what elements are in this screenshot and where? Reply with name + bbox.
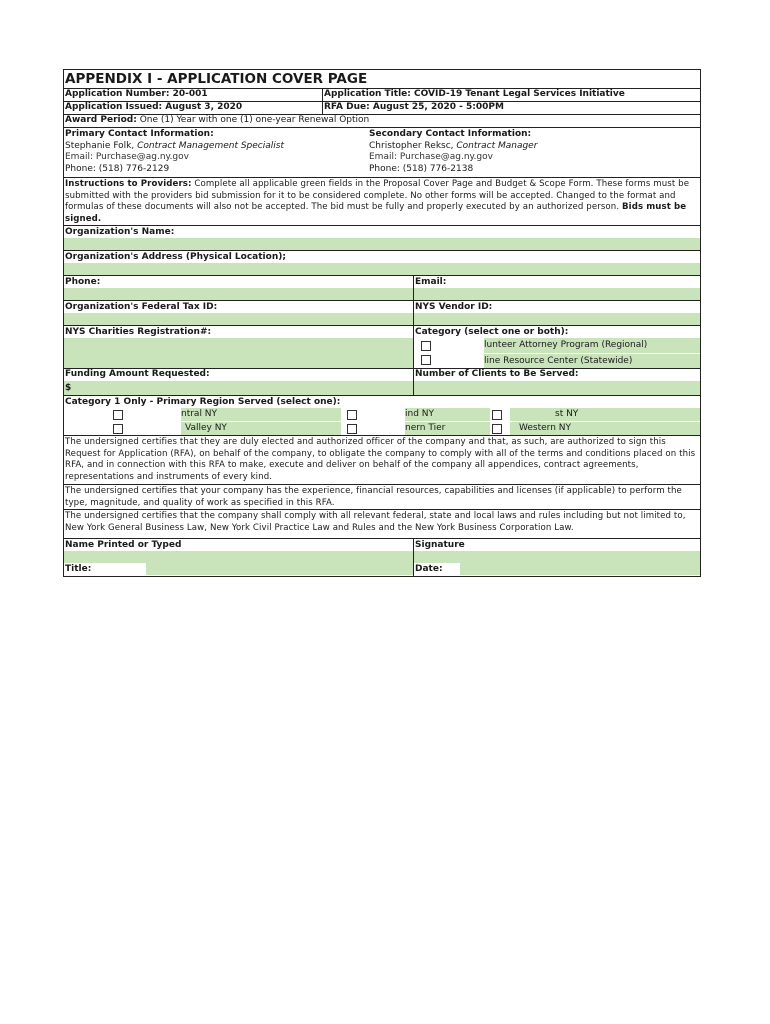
- vendor-id-input[interactable]: [414, 313, 700, 325]
- award-period: [64, 115, 700, 127]
- clients-label: Number of Clients to Be Served:: [415, 369, 579, 379]
- category-option-2-label: line Resource Center (Statewide): [484, 356, 633, 366]
- date-input[interactable]: [460, 563, 700, 575]
- rfa-due: RFA Due: August 25, 2020 - 5:00PM: [322, 102, 700, 114]
- certification-2: The undersigned certifies that your company has the experience, financial resources, capabilities and licenses (if applicable) to perform the type, magnitude, and quality of work as specified in this RFA.: [65, 486, 682, 508]
- org-name-input[interactable]: [64, 238, 700, 250]
- clients-input[interactable]: [414, 381, 700, 395]
- phone-label: Phone:: [65, 277, 101, 287]
- certification-2-row: [64, 485, 700, 510]
- secondary-contact-email[interactable]: Email: Purchase@ag.ny.gov: [369, 152, 493, 162]
- charities-input[interactable]: [64, 338, 413, 368]
- org-address-section: [64, 251, 700, 276]
- title-label: Title:: [65, 564, 92, 574]
- instructions-label: Instructions to Providers:: [65, 179, 192, 189]
- signature-label: Signature: [415, 540, 465, 550]
- award-period-label: Award Period:: [65, 115, 137, 125]
- phone-email-section: [64, 276, 700, 301]
- region-section: [64, 396, 700, 436]
- tax-id-label: Organization's Federal Tax ID:: [65, 302, 218, 312]
- secondary-contact-role: Contract Manager: [456, 140, 538, 151]
- signature-input[interactable]: [414, 551, 700, 563]
- region-6-label: Western NY: [519, 423, 572, 433]
- region-5-label: st NY: [555, 409, 579, 419]
- phone-input[interactable]: [64, 288, 413, 300]
- secondary-contact-heading: Secondary Contact Information:: [369, 129, 532, 139]
- funding-dollar-sign: $: [65, 383, 72, 393]
- primary-contact-phone: Phone: (518) 776-2129: [65, 163, 170, 174]
- contacts-row: [64, 128, 700, 178]
- region-1-checkbox[interactable]: [113, 410, 123, 420]
- certification-1-row: [64, 436, 700, 485]
- name-printed-input[interactable]: [64, 551, 413, 563]
- signature-section: [64, 539, 700, 576]
- charities-label: NYS Charities Registration#:: [65, 327, 212, 337]
- email-label: Email:: [415, 277, 447, 287]
- region-2-checkbox[interactable]: [113, 424, 123, 434]
- primary-contact-name: Stephanie Folk, Contract Management Specialist: [65, 140, 284, 151]
- application-cover-form: [63, 69, 701, 577]
- org-address-input[interactable]: [64, 263, 700, 275]
- region-5-checkbox[interactable]: [492, 410, 502, 420]
- region-3-label: ind NY: [405, 409, 435, 419]
- funding-label: Funding Amount Requested:: [65, 369, 210, 379]
- certification-1: The undersigned certifies that they are duly elected and authorized officer of the company and that, as such, are authorized to sign this Request for Application (RFA), on behalf of the company, to obligate the company to comply with all of the terms and conditions placed on this RFA, and in connection with this RFA to make, execute and deliver on behalf of the company all appendices, contract agreements, representations and instruments of every kind.: [65, 437, 696, 482]
- name-printed-label: Name Printed or Typed: [65, 540, 182, 550]
- funding-input[interactable]: [64, 381, 413, 395]
- award-period-value: One (1) Year with one (1) one-year Renewal Option: [136, 115, 370, 125]
- title-input[interactable]: [146, 563, 413, 575]
- org-address-label: Organization's Address (Physical Location);: [65, 252, 286, 262]
- vendor-id-label: NYS Vendor ID:: [415, 302, 493, 312]
- app-issued-row: [64, 102, 700, 115]
- region-1-label: ntral NY: [181, 409, 218, 419]
- instructions: [64, 178, 700, 225]
- region-5-bg: [510, 408, 700, 421]
- org-name-section: [64, 226, 700, 251]
- app-number-row: [64, 89, 700, 102]
- page-title: APPENDIX I - APPLICATION COVER PAGE: [65, 71, 368, 87]
- instructions-row: [64, 178, 700, 226]
- region-6-checkbox[interactable]: [492, 424, 502, 434]
- region-label: Category 1 Only - Primary Region Served (select one):: [65, 397, 341, 407]
- primary-contact-heading: Primary Contact Information:: [65, 129, 214, 139]
- region-4-label: nern Tier: [405, 423, 446, 433]
- application-issued: Application Issued: August 3, 2020: [65, 102, 243, 112]
- category-option-1-checkbox[interactable]: [421, 341, 431, 351]
- region-2-label: Valley NY: [185, 423, 227, 433]
- tax-id-input[interactable]: [64, 313, 413, 325]
- category-option-1-label: lunteer Attorney Program (Regional): [484, 340, 648, 350]
- org-name-label: Organization's Name:: [65, 227, 175, 237]
- region-4-checkbox[interactable]: [347, 424, 357, 434]
- date-label: Date:: [415, 564, 443, 574]
- category-label: Category (select one or both):: [415, 327, 569, 337]
- secondary-contact-name: Christopher Reksc, Contract Manager: [369, 140, 538, 151]
- secondary-contact: [368, 128, 700, 177]
- charities-category-section: [64, 326, 700, 396]
- primary-contact: [64, 128, 368, 177]
- title-row: [64, 70, 700, 89]
- application-title: Application Title: COVID-19 Tenant Legal Services Initiative: [322, 89, 700, 101]
- award-period-row: [64, 115, 700, 128]
- primary-contact-email[interactable]: Email: Purchase@ag.ny.gov: [65, 152, 189, 162]
- certification-3: The undersigned certifies that the company shall comply with all relevant federal, state and local laws and rules including but not limited to, New York General Business Law, New York Civil Practice Law and Rules and the New York Business Corporation Law.: [65, 511, 686, 533]
- secondary-contact-phone: Phone: (518) 776-2138: [369, 163, 474, 174]
- region-3-checkbox[interactable]: [347, 410, 357, 420]
- certification-3-row: [64, 510, 700, 539]
- instructions-text: Complete all applicable green fields in the Proposal Cover Page and Budget & Scope Form. These forms must be submitted with the providers bid submission for it to be considered complete. No other forms will be accepted. Changed to the format and formulas of these documents will also not be accepted. The bid must be fully and properly executed by an authorized person.: [65, 179, 690, 212]
- application-number: Application Number: 20-001: [65, 89, 208, 99]
- tax-vendor-section: [64, 301, 700, 326]
- email-input[interactable]: [414, 288, 700, 300]
- category-option-2-checkbox[interactable]: [421, 355, 431, 365]
- primary-contact-role: Contract Management Specialist: [137, 140, 284, 151]
- instructions-bids-signed: Bids must be signed.: [65, 202, 687, 224]
